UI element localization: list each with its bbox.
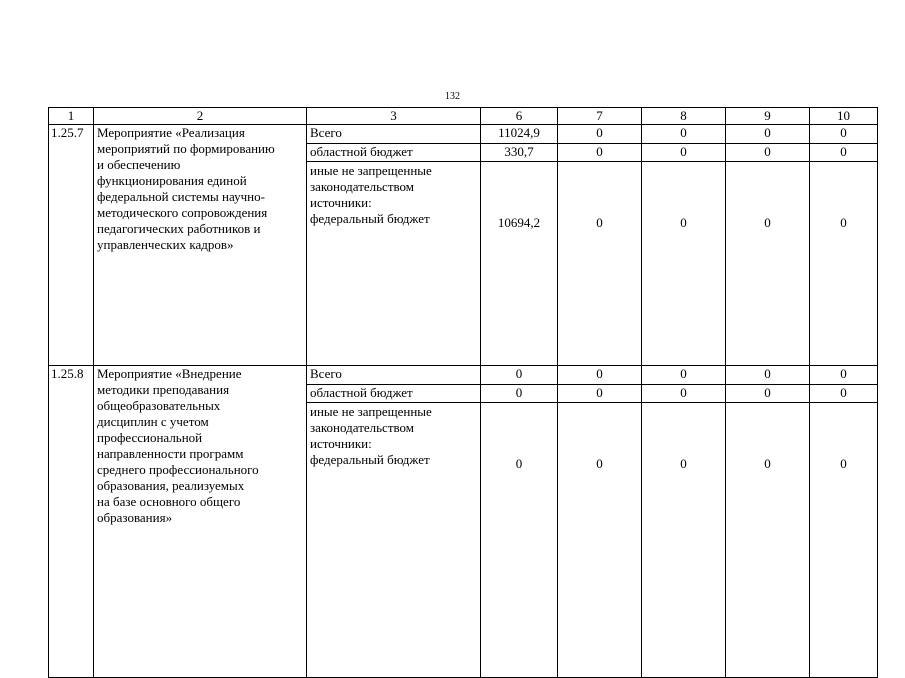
column-header: 6 <box>481 108 558 125</box>
value-cell: 0 <box>481 385 558 403</box>
value-cell: 0 <box>810 144 878 162</box>
column-header: 1 <box>49 108 94 125</box>
activity-code: 1.25.8 <box>49 366 94 678</box>
column-header: 7 <box>558 108 642 125</box>
activity-code: 1.25.7 <box>49 125 94 366</box>
value-cell: 0 <box>558 144 642 162</box>
value-cell: 0 <box>481 366 558 385</box>
value-cell: 0 <box>726 403 810 678</box>
value-cell: 0 <box>810 385 878 403</box>
value-cell: 0 <box>481 403 558 678</box>
source-label: иные не запрещенные законодательством источники: федеральный бюджет <box>307 162 481 366</box>
value-cell: 0 <box>726 125 810 144</box>
source-label: областной бюджет <box>307 144 481 162</box>
activity-name: Мероприятие «Внедрение методики преподавания общеобразовательных дисциплин с учетом профессиональной направленности программ среднего профессионального образования, реализуемых на базе основного общего образования» <box>94 366 307 678</box>
value-cell: 0 <box>810 403 878 678</box>
value-cell: 11024,9 <box>481 125 558 144</box>
column-header: 9 <box>726 108 810 125</box>
source-label: Всего <box>307 125 481 144</box>
value-cell: 0 <box>726 385 810 403</box>
table-row <box>49 366 878 385</box>
value-cell: 330,7 <box>481 144 558 162</box>
value-cell: 0 <box>558 366 642 385</box>
page-number: 132 <box>445 91 460 102</box>
source-label: иные не запрещенные законодательством источники: федеральный бюджет <box>307 403 481 678</box>
value-cell: 0 <box>558 403 642 678</box>
source-label: Всего <box>307 366 481 385</box>
value-cell: 0 <box>810 366 878 385</box>
header-row <box>49 108 878 125</box>
value-cell: 0 <box>642 125 726 144</box>
value-cell: 0 <box>558 385 642 403</box>
value-cell: 0 <box>810 125 878 144</box>
budget-table <box>48 107 878 678</box>
value-cell: 0 <box>726 144 810 162</box>
value-cell: 0 <box>810 162 878 366</box>
value-cell: 0 <box>726 162 810 366</box>
value-cell: 0 <box>558 125 642 144</box>
column-header: 8 <box>642 108 726 125</box>
value-cell: 0 <box>726 366 810 385</box>
value-cell: 0 <box>642 144 726 162</box>
column-header: 3 <box>307 108 481 125</box>
column-header: 10 <box>810 108 878 125</box>
activity-name: Мероприятие «Реализация мероприятий по формированию и обеспечению функционирования единой федеральной системы научно- методического сопровождения педагогических работников и управленческих кадров» <box>94 125 307 366</box>
value-cell: 0 <box>642 403 726 678</box>
value-cell: 0 <box>558 162 642 366</box>
table-row <box>49 125 878 144</box>
column-header: 2 <box>94 108 307 125</box>
value-cell: 0 <box>642 366 726 385</box>
value-cell: 10694,2 <box>481 162 558 366</box>
value-cell: 0 <box>642 162 726 366</box>
source-label: областной бюджет <box>307 385 481 403</box>
value-cell: 0 <box>642 385 726 403</box>
